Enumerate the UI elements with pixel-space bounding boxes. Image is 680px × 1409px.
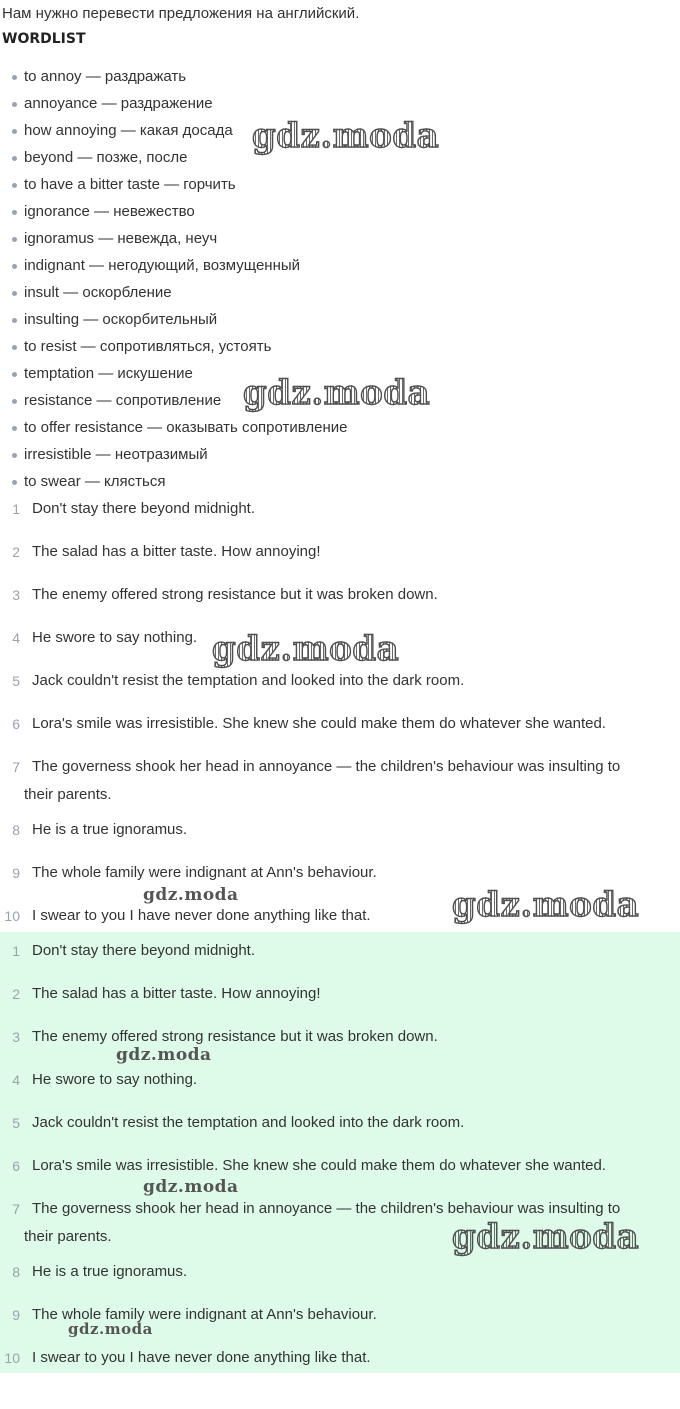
sentence-item: [0, 821, 680, 864]
bullet-icon: [12, 75, 17, 80]
sentence-item: [0, 586, 680, 629]
sentence-number: 9: [12, 865, 20, 881]
bullet-icon: [12, 102, 17, 107]
sentence-item: [0, 1028, 680, 1071]
sentence-number: 5: [12, 1115, 20, 1131]
bullet-icon: [12, 264, 17, 269]
wordlist-item-text: irresistible — неотразимый: [24, 446, 208, 463]
sentence-item: [0, 1114, 680, 1157]
sentence-number: 9: [12, 1307, 20, 1323]
wordlist-item-text: to swear — клясться: [24, 473, 166, 490]
sentence-text: The whole family were indignant at Ann's behaviour.: [32, 1306, 377, 1323]
wordlist-item: [0, 284, 680, 311]
wordlist-item-text: insult — оскорбление: [24, 284, 172, 301]
bullet-icon: [12, 129, 17, 134]
bullet-icon: [12, 237, 17, 242]
sentence-number: 8: [12, 1264, 20, 1280]
sentence-number: 1: [12, 943, 20, 959]
sentence-item: [0, 500, 680, 543]
watermark: gdz.moda: [252, 116, 440, 156]
sentence-item: [0, 543, 680, 586]
wordlist-item-text: beyond — позже, после: [24, 149, 188, 166]
bullet-icon: [12, 318, 17, 323]
sentence-continuation: their parents.: [24, 1228, 112, 1245]
wordlist-item: [0, 176, 680, 203]
watermark: gdz.moda: [452, 885, 640, 925]
sentence-number: 2: [12, 986, 20, 1002]
wordlist-item: [0, 338, 680, 365]
intro-text: Нам нужно перевести предложения на английский.: [2, 5, 360, 22]
wordlist-item-text: annoyance — раздражение: [24, 95, 213, 112]
wordlist-item: [0, 311, 680, 338]
sentence-text: Lora's smile was irresistible. She knew she could make them do whatever she wanted.: [32, 1157, 606, 1174]
sentence-number: 5: [12, 673, 20, 689]
sentence-item: [0, 1263, 680, 1306]
sentence-text: He swore to say nothing.: [32, 1071, 198, 1088]
sentence-text: Jack couldn't resist the temptation and looked into the dark room.: [32, 672, 465, 689]
sentence-number: 7: [12, 759, 20, 775]
wordlist-item-text: resistance — сопротивление: [24, 392, 222, 409]
wordlist-item-text: to offer resistance — оказывать сопротивление: [24, 419, 348, 436]
wordlist-item-text: temptation — искушение: [24, 365, 193, 382]
sentence-number: 6: [12, 716, 20, 732]
bullet-icon: [12, 480, 17, 485]
sentence-number: 2: [12, 544, 20, 560]
sentence-item: [0, 1157, 680, 1200]
sentence-text: The governess shook her head in annoyance — the children's behaviour was insulting to: [32, 758, 621, 775]
sentence-item: [0, 942, 680, 985]
bullet-icon: [12, 156, 17, 161]
wordlist-item-text: ignoramus — невежда, неуч: [24, 230, 218, 247]
sentence-text: Don't stay there beyond midnight.: [32, 500, 255, 517]
sentence-text: He is a true ignoramus.: [32, 821, 188, 838]
sentence-number: 10: [4, 1350, 20, 1366]
sentence-text: The salad has a bitter taste. How annoying!: [32, 985, 321, 1002]
wordlist-item: [0, 419, 680, 446]
sentence-number: 4: [12, 630, 20, 646]
wordlist-item-text: to resist — сопротивляться, устоять: [24, 338, 272, 355]
wordlist-item: [0, 473, 680, 500]
watermark: gdz.moda: [243, 373, 431, 413]
wordlist-item: [0, 257, 680, 284]
sentence-list-repeat: [0, 942, 680, 1379]
wordlist-item: [0, 203, 680, 230]
sentence-number: 3: [12, 1029, 20, 1045]
sentence-number: 8: [12, 822, 20, 838]
wordlist-item: [0, 446, 680, 473]
sentence-continuation: their parents.: [24, 786, 112, 803]
watermark: gdz.moda: [116, 1045, 212, 1065]
sentence-item: [0, 1071, 680, 1114]
wordlist-item-text: how annoying — какая досада: [24, 122, 233, 139]
sentence-text: I swear to you I have never done anything like that.: [32, 907, 371, 924]
watermark: gdz.moda: [452, 1217, 640, 1257]
sentence-item: [0, 715, 680, 758]
wordlist-item-text: ignorance — невежество: [24, 203, 195, 220]
bullet-icon: [12, 291, 17, 296]
bullet-icon: [12, 399, 17, 404]
wordlist-title: WORDLIST: [2, 31, 86, 47]
sentence-text: The enemy offered strong resistance but it was broken down.: [32, 586, 438, 603]
sentence-text: Don't stay there beyond midnight.: [32, 942, 255, 959]
wordlist-item-text: insulting — оскорбительный: [24, 311, 218, 328]
wordlist-item-text: indignant — негодующий, возмущенный: [24, 257, 301, 274]
bullet-icon: [12, 210, 17, 215]
sentence-number: 10: [4, 908, 20, 924]
sentence-list: [0, 500, 680, 937]
sentence-item: [0, 985, 680, 1028]
watermark: gdz.moda: [143, 885, 239, 905]
sentence-text: The salad has a bitter taste. How annoying!: [32, 543, 321, 560]
bullet-icon: [12, 345, 17, 350]
sentence-number: 4: [12, 1072, 20, 1088]
watermark: gdz.moda: [143, 1177, 239, 1197]
watermark: gdz.moda: [68, 1320, 153, 1338]
sentence-text: I swear to you I have never done anything like that.: [32, 1349, 371, 1366]
bullet-icon: [12, 453, 17, 458]
sentence-text: The whole family were indignant at Ann's behaviour.: [32, 864, 377, 881]
sentence-number: 7: [12, 1201, 20, 1217]
sentence-text: The enemy offered strong resistance but it was broken down.: [32, 1028, 438, 1045]
watermark: gdz.moda: [212, 629, 400, 669]
sentence-text: The governess shook her head in annoyance — the children's behaviour was insulting to: [32, 1200, 621, 1217]
sentence-number: 1: [12, 501, 20, 517]
wordlist-item-text: to have a bitter taste — горчить: [24, 176, 236, 193]
sentence-text: Lora's smile was irresistible. She knew she could make them do whatever she wanted.: [32, 715, 606, 732]
sentence-item: [0, 758, 680, 821]
sentence-item: [0, 672, 680, 715]
wordlist-item-text: to annoy — раздражать: [24, 68, 187, 85]
sentence-number: 6: [12, 1158, 20, 1174]
bullet-icon: [12, 183, 17, 188]
sentence-number: 3: [12, 587, 20, 603]
sentence-text: Jack couldn't resist the temptation and looked into the dark room.: [32, 1114, 465, 1131]
bullet-icon: [12, 372, 17, 377]
sentence-item: [0, 1349, 680, 1379]
sentence-text: He is a true ignoramus.: [32, 1263, 188, 1280]
sentence-text: He swore to say nothing.: [32, 629, 198, 646]
bullet-icon: [12, 426, 17, 431]
wordlist-item: [0, 230, 680, 257]
wordlist-item: [0, 68, 680, 95]
